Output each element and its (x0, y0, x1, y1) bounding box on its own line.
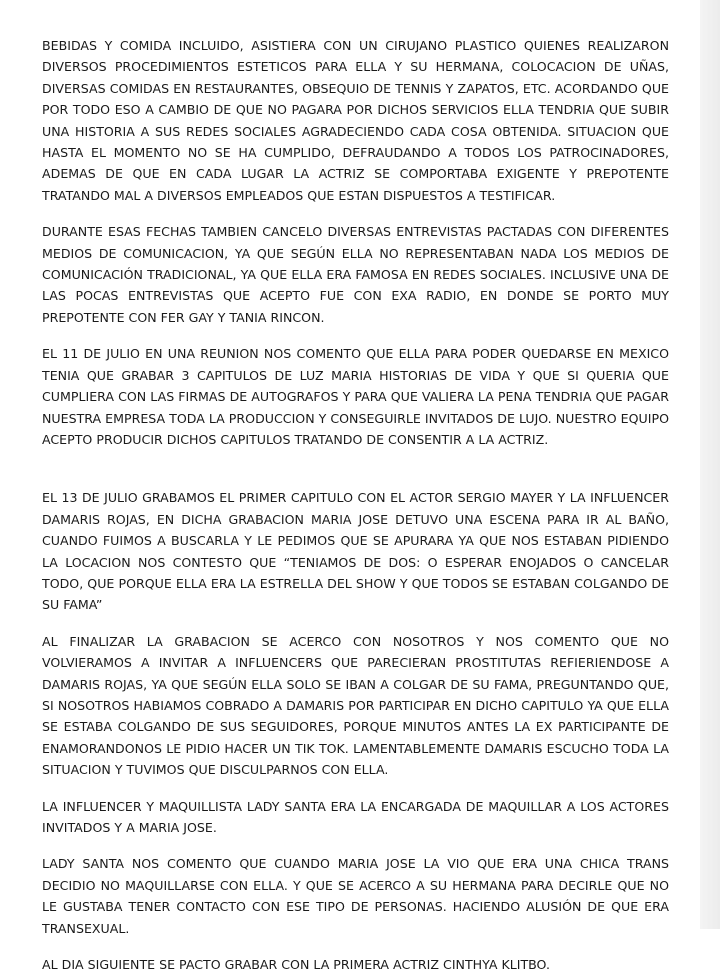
paragraph-july-11: EL 11 DE JULIO EN UNA REUNION NOS COMENTO QUE ELLA PARA PODER QUEDARSE EN MEXICO TENIA QUE GRABAR 3 CAPITULOS DE LUZ MARIA HISTORIAS DE VIDA Y QUE SI QUERIA QUE CUMPLIERA CON LAS FIRMAS DE AUTOGRAFOS Y PARA QUE VALIERA LA PENA TENDRIA QUE PAGAR NUESTRA EMPRESA TODA LA PRODUCCION Y CONSEGUIRLE INVITADOS DE LUJO. NUESTRO EQUIPO ACEPTO PRODUCIR DICHOS CAPITULOS TRATANDO DE CONSENTIR A LA ACTRIZ. (42, 346, 669, 447)
paragraph-spacer (42, 838, 669, 853)
paragraph-spacer (42, 616, 669, 631)
paragraph-july-13: EL 13 DE JULIO GRABAMOS EL PRIMER CAPITULO CON EL ACTOR SERGIO MAYER Y LA INFLUENCER DAMARIS ROJAS, EN DICHA GRABACION MARIA JOSE DETUVO UNA ESCENA PARA IR AL BAÑO, CUANDO FUIMOS A BUSCARLA Y LE PEDIMOS QUE SE APURARA YA QUE NOS ESTABAN PIDIENDO LA LOCACION NOS CONTESTO QUE “TENIAMOS DE DOS: O ESPERAR ENOJADOS O CANCELAR TODO, QUE PORQUE ELLA ERA LA ESTRELLA DEL SHOW Y QUE TODOS SE ESTABAN COLGANDO DE SU FAMA” (42, 490, 669, 613)
paragraph-spacer (42, 939, 669, 954)
document-body (42, 35, 669, 975)
paragraph-next-day: AL DIA SIGUIENTE SE PACTO GRABAR CON LA PRIMERA ACTRIZ CINTHYA KLITBO. (42, 957, 550, 973)
paragraph-after-recording: AL FINALIZAR LA GRABACION SE ACERCO CON NOSOTROS Y NOS COMENTO QUE NO VOLVIERAMOS A INVITAR A INFLUENCERS QUE PARECIERAN PROSTITUTAS REFIERIENDOSE A DAMARIS ROJAS, YA QUE SEGÚN ELLA SOLO SE IBAN A COLGAR DE SU FAMA, PREGUNTANDO QUE, SI NOSOTROS HABIAMOS COBRADO A DAMARIS POR PARTICIPAR EN DICHO CAPITULO YA QUE ELLA SE ESTABA COLGANDO DE SUS SEGUIDORES, PORQUE MINUTOS ANTES LA EX PARTICIPANTE DE ENAMORANDONOS LE PIDIO HACER UN TIK TOK. LAMENTABLEMENTE DAMARIS ESCUCHO TODA LA SITUACION Y TUVIMOS QUE DISCULPARNOS CON ELLA. (42, 633, 669, 778)
paragraph-spacer (42, 206, 669, 221)
paragraph-spacer (42, 328, 669, 343)
page-edge-shadow (700, 0, 720, 929)
paragraph-spacer (42, 781, 669, 796)
paragraph-interviews: DURANTE ESAS FECHAS TAMBIEN CANCELO DIVERSAS ENTREVISTAS PACTADAS CON DIFERENTES MEDIOS DE COMUNICACION, YA QUE SEGÚN ELLA NO REPRESENTABAN NADA LOS MEDIOS DE COMUNICACIÓN TRADICIONAL, YA QUE ELLA ERA FAMOSA EN REDES SOCIALES. INCLUSIVE UNA DE LAS POCAS ENTREVISTAS QUE ACEPTO FUE CON EXA RADIO, EN DONDE SE PORTO MUY PREPOTENTE CON FER GAY Y TANIA RINCON. (42, 224, 669, 325)
paragraph-spacer (42, 450, 669, 487)
paragraph-lady-santa: LADY SANTA NOS COMENTO QUE CUANDO MARIA JOSE LA VIO QUE ERA UNA CHICA TRANS DECIDIO NO MAQUILLARSE CON ELLA. Y QUE SE ACERCO A SU HERMANA PARA DECIRLE QUE NO LE GUSTABA TENER CONTACTO CON ESE TIPO DE PERSONAS. HACIENDO ALUSIÓN DE QUE ERA TRANSEXUAL. (42, 856, 669, 936)
paragraph-sponsorship: BEBIDAS Y COMIDA INCLUIDO, ASISTIERA CON UN CIRUJANO PLASTICO QUIENES REALIZARON DIVERSOS PROCEDIMIENTOS ESTETICOS PARA ELLA Y SU HERMANA, COLOCACION DE UÑAS, DIVERSAS COMIDAS EN RESTAURANTES, OBSEQUIO DE TENNIS Y ZAPATOS, ETC. ACORDANDO QUE POR TODO ESO A CAMBIO DE QUE NO PAGARA POR DICHOS SERVICIOS ELLA TENDRIA QUE SUBIR UNA HISTORIA A SUS REDES SOCIALES AGRADECIENDO CADA COSA OBTENIDA. SITUACION QUE HASTA EL MOMENTO NO SE HA CUMPLIDO, DEFRAUDANDO A TODOS LOS PATROCINADORES, ADEMAS DE QUE EN CADA LUGAR LA ACTRIZ SE COMPORTABA EXIGENTE Y PREPOTENTE TRATANDO MAL A DIVERSOS EMPLEADOS QUE ESTAN DISPUESTOS A TESTIFICAR. (42, 38, 669, 203)
paragraph-makeup-artist: LA INFLUENCER Y MAQUILLISTA LADY SANTA ERA LA ENCARGADA DE MAQUILLAR A LOS ACTORES INVITADOS Y A MARIA JOSE. (42, 798, 669, 835)
